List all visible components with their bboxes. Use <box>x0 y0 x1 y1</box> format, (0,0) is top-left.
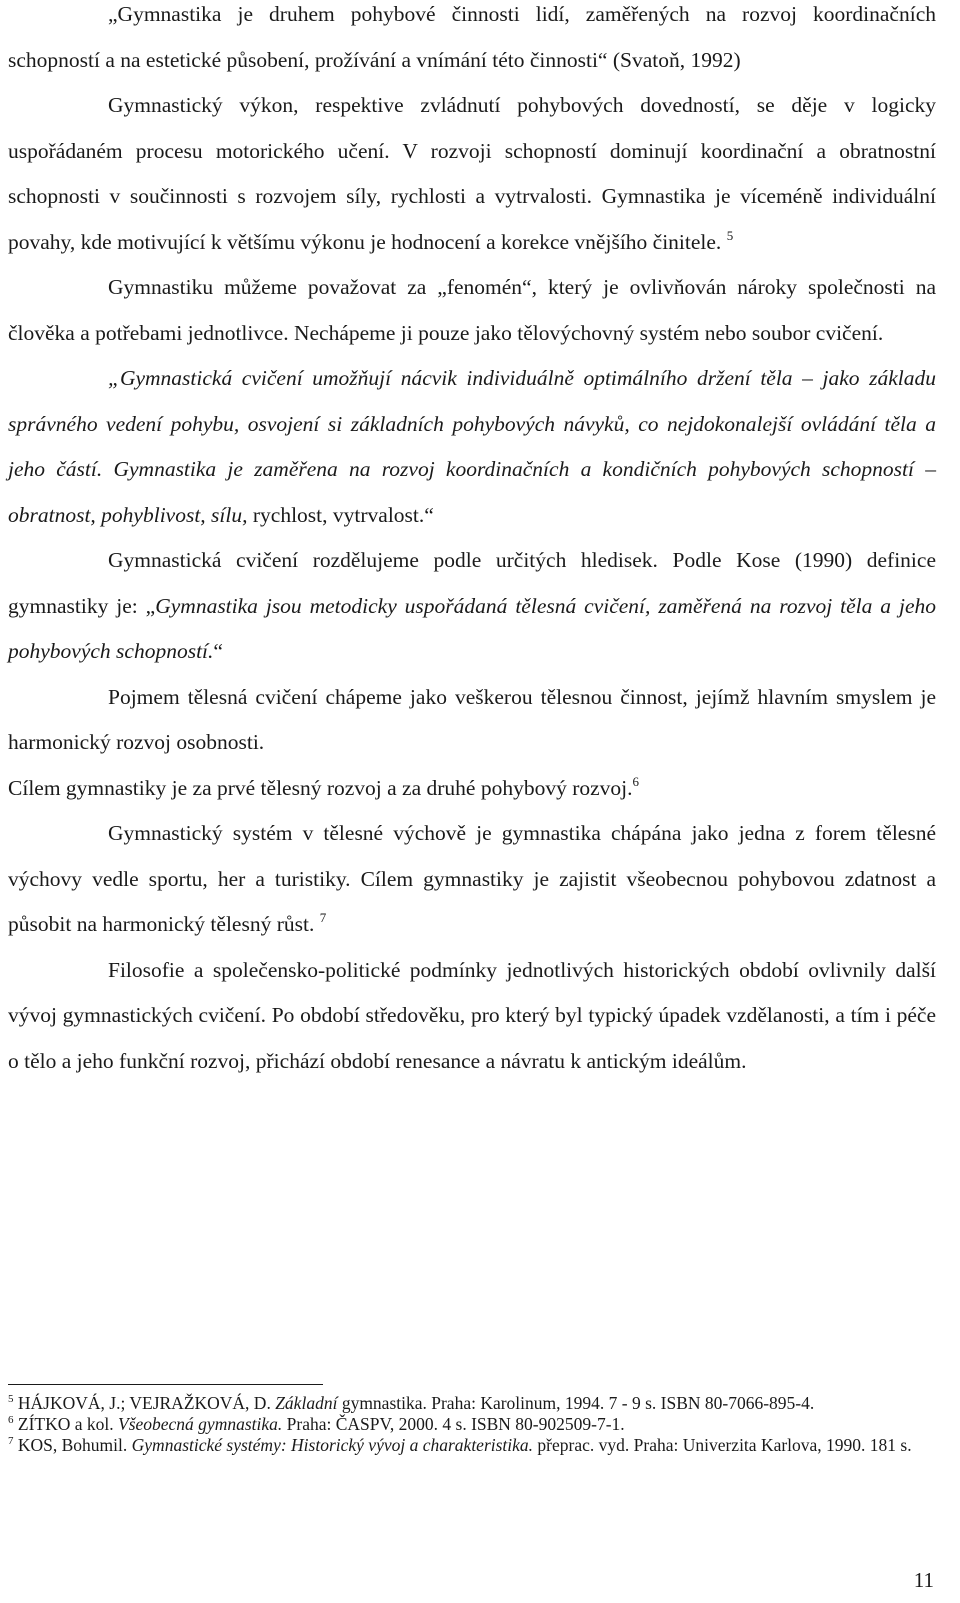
paragraph-goal: Cílem gymnastiky je za prvé tělesný rozvoj a za druhé pohybový rozvoj.$^6$ <box>8 773 640 800</box>
paragraph-gymnastic-performance: Gymnastický výkon, respektive zvládnutí pohybových dovedností, se děje v logicky uspořádaném procesu motorického učení. V rozvoji schopností dominují koordinační a obratnostní schopnosti v součinnosti s rozvojem síly, rychlosti a vytrvalosti. Gymnastika je víceméně individuální povahy, kde motivující k většímu výkonu je hodnocení a korekce vnějšího činitele. $^5$ <box>8 93 936 254</box>
footnote-ref-5: 5 <box>726 227 734 243</box>
body-text <box>8 0 936 1084</box>
paragraph-philosophy: Filosofie a společensko-politické podmínky jednotlivých historických období ovlivnily další vývoj gymnastických cvičení. Po období středověku, pro který byl typický úpadek vzdělanosti, a tím i péče o tělo a jeho funkční rozvoj, přichází období renesance a návratu k antickým ideálům. <box>8 957 936 1073</box>
footnote-ref-7: 7 <box>319 910 327 925</box>
footnote-5: $^5$ HÁJKOVÁ, J.; VEJRAŽKOVÁ, D. Základní gymnastika. Praha: Karolinum, 1994. 7 - 9 s. ISBN 80-7066-895-4. <box>8 1393 815 1413</box>
footnote-ref-6: 6 <box>632 773 640 789</box>
paragraph-italic-quote: „Gymnastická cvičení umožňují nácvik individuálně optimálního držení těla – jako základu správného vedení pohybu, osvojení si základních pohybových návyků, co nejdokonalejší ovládání těla a jeho částí. Gymnastika je zaměřena na rozvoj koordinačních a kondičních pohybových schopností – obratnost, pohyblivost, sílu, rychlost, vytrvalost.“ <box>8 366 936 527</box>
page-number: 11 <box>913 1568 934 1592</box>
paragraph-phenomenon: Gymnastiku můžeme považovat za „fenomén“, který je ovlivňován nároky společnosti na člověka a potřebami jednotlivce. Nechápeme ji pouze jako tělovýchovný systém nebo soubor cvičení. <box>8 275 936 345</box>
paragraph-gymnastic-system: Gymnastický systém v tělesné výchově je gymnastika chápána jako jedna z forem tělesné výchovy vedle sportu, her a turistiky. Cílem gymnastiky je zajistit všeobecnou pohybovou zdatnost a působit na harmonický tělesný růst. $^7$ <box>8 821 936 936</box>
paragraph-quote-svaton: „Gymnastika je druhem pohybové činnosti lidí, zaměřených na rozvoj koordinačních schopností a na estetické působení, prožívání a vnímání této činnosti“ (Svatoň, 1992) <box>8 2 936 72</box>
paragraph-physical-exercise: Pojmem tělesná cvičení chápeme jako veškerou tělesnou činnost, jejímž hlavním smyslem je harmonický rozvoj osobnosti. <box>8 684 936 754</box>
paragraph-kos-definition: Gymnastická cvičení rozdělujeme podle určitých hledisek. Podle Kose (1990) definice gymnastiky je: „Gymnastika jsou metodicky uspořádaná tělesná cvičení, zaměřená na rozvoj těla a jeho pohybových schopností.“ <box>8 548 936 663</box>
footnote-separator <box>8 1384 323 1385</box>
footnotes <box>8 1393 928 1456</box>
footnote-6: $^6$ ZÍTKO a kol. Všeobecná gymnastika. Praha: ČASPV, 2000. 4 s. ISBN 80-902509-7-1. <box>8 1414 625 1434</box>
footnote-7: $^7$ KOS, Bohumil. Gymnastické systémy: Historický vývoj a charakteristika. přeprac. vyd. Praha: Univerzita Karlova, 1990. 181 s. <box>8 1435 912 1455</box>
